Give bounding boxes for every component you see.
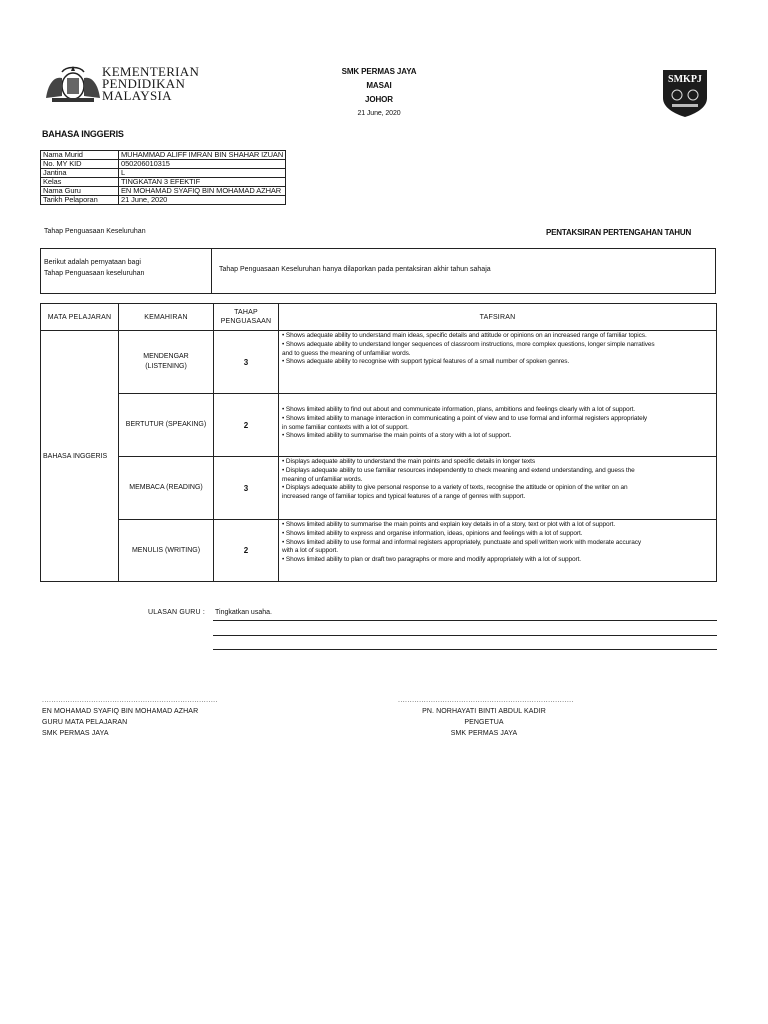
description-line: • Shows limited ability to summarise the main points of a story with a lot of support. <box>282 432 512 440</box>
info-row <box>41 196 286 205</box>
ministry-line-3: MALAYSIA <box>102 88 172 103</box>
header-level <box>214 304 279 331</box>
coat-of-arms-icon <box>42 64 104 104</box>
info-value: MUHAMMAD ALIFF IMRAN BIN SHAHAR IZUAN <box>119 151 286 160</box>
school-town: MASAI <box>366 81 392 90</box>
description-line: • Shows adequate ability to understand longer sequences of classroom instructions, more complex questions, longer simple narratives <box>282 340 655 348</box>
skill-name: MENDENGAR <box>143 353 189 360</box>
statement-left-line-2: Tahap Penguasaan keseluruhan <box>44 270 145 277</box>
skill-row <box>41 331 717 394</box>
subject-cell: BAHASA INGGERIS <box>41 331 119 582</box>
school-crest-icon <box>660 68 710 118</box>
level-cell: 2 <box>214 394 279 457</box>
overall-level-label: Tahap Penguasaan Keseluruhan <box>44 228 146 235</box>
skill-name: BERTUTUR (SPEAKING) <box>125 421 207 428</box>
description-line: • Shows limited ability to express and organise information, ideas, opinions and feelings with a lot of support. <box>282 529 583 537</box>
description-line: • Displays adequate ability to give personal response to a variety of texts, recognise the attitude or opinion of the writer on an <box>282 484 628 492</box>
signature-line-left: ........................................................................... <box>42 697 218 704</box>
table-header-row <box>41 304 717 331</box>
header-level-line-2: PENGUASAAN <box>220 318 272 325</box>
info-value: TINGKATAN 3 EFEKTIF <box>119 178 286 187</box>
description-line: meaning of unfamiliar words. <box>282 475 363 483</box>
description-line: in some familiar contexts with a lot of support. <box>282 423 409 431</box>
description-line: and to guess the meaning of unfamiliar words. <box>282 349 411 357</box>
info-label: Nama Guru <box>41 187 119 196</box>
level-cell: 3 <box>214 457 279 520</box>
exam-title: PENTAKSIRAN PERTENGAHAN TAHUN <box>546 228 692 237</box>
subject-title: BAHASA INGGERIS <box>42 129 124 139</box>
info-row <box>41 160 286 169</box>
info-label: Kelas <box>41 178 119 187</box>
teacher-name: EN MOHAMAD SYAFIQ BIN MOHAMAD AZHAR <box>42 708 199 715</box>
header-level-line-1: TAHAP <box>234 309 258 316</box>
description-cell <box>279 331 717 394</box>
skill-cell <box>119 457 214 520</box>
header-skill: KEMAHIRAN <box>119 304 214 331</box>
description-cell <box>279 394 717 457</box>
skill-cell <box>119 520 214 582</box>
assessment-table <box>40 303 717 582</box>
ministry-line-2: PENDIDIKAN <box>102 76 186 91</box>
info-label: Tarikh Pelaporan <box>41 196 119 205</box>
header-desc: TAFSIRAN <box>279 304 717 331</box>
principal-role: PENGETUA <box>464 719 504 726</box>
info-value: 21 June, 2020 <box>119 196 286 205</box>
info-value: 050206010315 <box>119 160 286 169</box>
description-line: increased range of familiar topics and typical features of a range of genres with support. <box>282 493 526 501</box>
header-subject: MATA PELAJARAN <box>41 304 119 331</box>
school-logo-text: SMKPJ <box>668 74 702 85</box>
statement-divider <box>211 249 212 293</box>
level-cell: 3 <box>214 331 279 394</box>
description-line: • Shows adequate ability to understand main ideas, specific details and attitude or opinions on an increased range of familiar topics. <box>282 332 647 339</box>
school-state: JOHOR <box>365 95 393 104</box>
description-line: • Shows adequate ability to recognise with support typical features of a small number of spoken genres. <box>282 358 570 366</box>
description-line: with a lot of support. <box>282 547 338 555</box>
info-label: No. MY KID <box>41 160 119 169</box>
description-line: • Shows limited ability to manage interaction in communicating a point of view and to use formal and informal registers appropriately <box>282 414 648 422</box>
skill-row <box>41 457 717 520</box>
description-line: • Displays adequate ability to use familiar resources independently to check meaning and extend understanding, and guess the <box>282 466 635 474</box>
ministry-logo <box>42 64 242 104</box>
statement-left-line-1: Berikut adalah pernyataan bagi <box>44 259 141 266</box>
ministry-name <box>102 66 199 102</box>
description-line: • Shows limited ability to find out about and communicate information, plans, ambitions and feelings clearly with a lot of support. <box>282 406 636 413</box>
info-label: Nama Murid <box>41 151 119 160</box>
description-line: • Shows limited ability to plan or draft two paragraphs or more and modify appropriately with a lot of support. <box>282 556 581 564</box>
teacher-comment-label: ULASAN GURU : <box>148 609 206 616</box>
teacher-role: GURU MATA PELAJARAN <box>42 719 128 726</box>
signature-right <box>394 706 574 739</box>
principal-school: SMK PERMAS JAYA <box>450 730 518 737</box>
description-line: • Shows limited ability to use formal and informal registers appropriately, punctuate and spell written work with moderate accuracy <box>282 538 642 546</box>
comment-line-3 <box>213 649 717 650</box>
comment-line-2 <box>213 635 717 636</box>
skill-name: MEMBACA (READING) <box>129 484 203 491</box>
description-line: • Shows limited ability to summarise the main points and explain key details in of a story, text or plot with a lot of support. <box>282 521 616 528</box>
teacher-comment-text: Tingkatkan usaha. <box>215 609 272 616</box>
description-cell <box>279 520 717 582</box>
school-name: SMK PERMAS JAYA <box>341 67 417 76</box>
level-cell: 2 <box>214 520 279 582</box>
info-value: EN MOHAMAD SYAFIQ BIN MOHAMAD AZHAR <box>119 187 286 196</box>
student-info-table <box>40 150 286 205</box>
teacher-school: SMK PERMAS JAYA <box>42 730 109 737</box>
info-label: Jantina <box>41 169 119 178</box>
statement-right: Tahap Penguasaan Keseluruhan hanya dilaporkan pada pentaksiran akhir tahun sahaja <box>219 266 491 273</box>
comment-line-1 <box>213 620 717 621</box>
description-line: • Displays adequate ability to understand the main points and specific details in longer texts <box>282 458 536 465</box>
description-cell <box>279 457 717 520</box>
skill-row <box>41 520 717 582</box>
principal-name: PN. NORHAYATI BINTI ABDUL KADIR <box>422 708 546 715</box>
info-value: L <box>119 169 286 178</box>
signature-line-right: ........................................................................... <box>398 697 574 704</box>
signature-left <box>42 706 198 739</box>
skill-name-english: (LISTENING) <box>145 363 187 370</box>
overall-statement-box <box>40 248 716 294</box>
ministry-line-1: KEMENTERIAN <box>102 64 200 79</box>
skill-row <box>41 394 717 457</box>
skill-name: MENULIS (WRITING) <box>131 546 201 554</box>
report-date: 21 June, 2020 <box>357 110 401 117</box>
skill-cell <box>119 394 214 457</box>
skill-cell <box>119 331 214 394</box>
